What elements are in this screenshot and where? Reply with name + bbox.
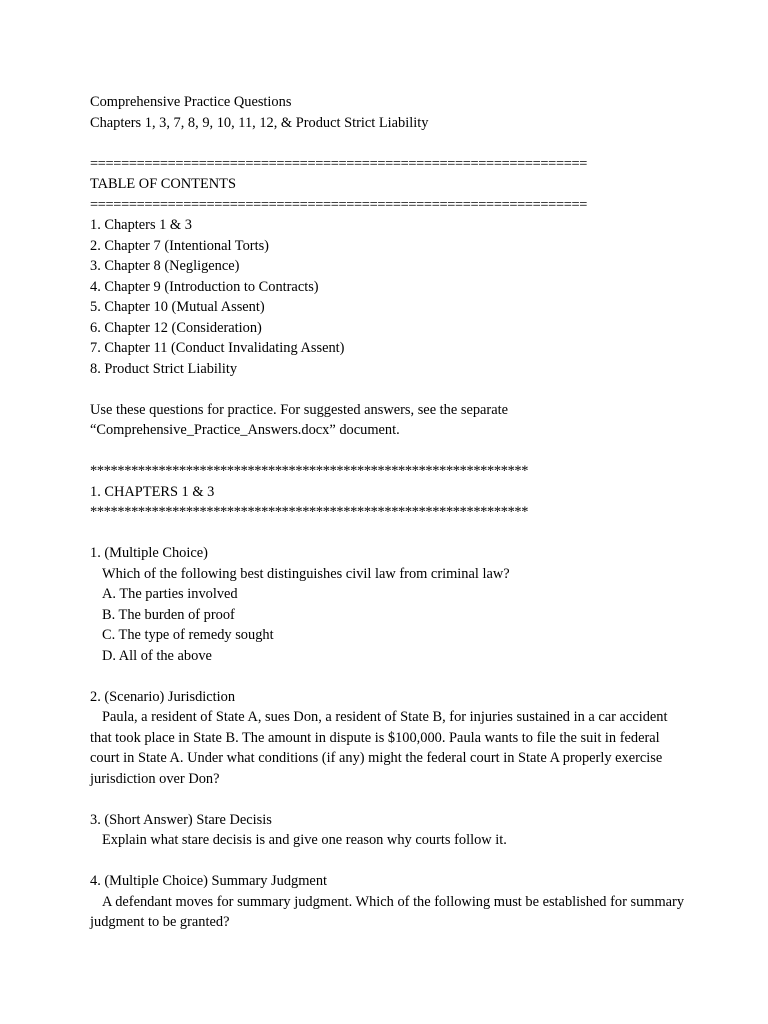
spacer — [90, 133, 690, 154]
toc-item: 7. Chapter 11 (Conduct Invalidating Assent) — [90, 340, 345, 356]
toc-heading: TABLE OF CONTENTS — [90, 176, 236, 192]
document-title: Comprehensive Practice Questions — [90, 94, 292, 110]
document-page — [90, 92, 690, 933]
document-subtitle: Chapters 1, 3, 7, 8, 9, 10, 11, 12, & Product Strict Liability — [90, 114, 429, 131]
question-title: 2. (Scenario) Jurisdiction — [90, 688, 236, 705]
spacer — [90, 523, 690, 544]
spacer — [90, 789, 690, 810]
toc-item: 4. Chapter 9 (Introduction to Contracts) — [90, 278, 319, 295]
answer-option: D. All of the above — [102, 647, 212, 664]
spacer — [90, 379, 690, 400]
section-heading: 1. CHAPTERS 1 & 3 — [90, 483, 215, 500]
question-title: 3. (Short Answer) Stare Decisis — [90, 811, 272, 828]
question-body: Paula, a resident of State A, sues Don, a resident of State B, for injuries sustained in a car accident that took place in State B. The amount in dispute is $100,000. Paula wants to file the suit in federal court in State A. Under what conditions (if any) might the federal court in State A properly exercise jurisdiction over Don? — [90, 709, 668, 787]
question-4 — [90, 871, 690, 933]
answer-option: C. The type of remedy sought — [102, 627, 274, 643]
section-rule-bottom: **************************************************************** — [90, 504, 529, 520]
toc-item: 3. Chapter 8 (Negligence) — [90, 258, 240, 274]
question-body: Explain what stare decisis is and give one reason why courts follow it. — [102, 832, 507, 848]
spacer — [90, 851, 690, 872]
question-body: A defendant moves for summary judgment. Which of the following must be established for summary judgment to be granted? — [90, 893, 685, 930]
question-title: 1. (Multiple Choice) — [90, 545, 208, 561]
question-title: 4. (Multiple Choice) Summary Judgment — [90, 873, 328, 889]
question-prompt: Which of the following best distinguishes civil law from criminal law? — [102, 565, 510, 582]
toc-item: 2. Chapter 7 (Intentional Torts) — [90, 237, 269, 254]
toc-rule-top: ================================================================ — [90, 155, 588, 172]
toc-rule-bottom: ================================================================ — [90, 196, 588, 213]
spacer — [90, 441, 690, 462]
toc-item: 5. Chapter 10 (Mutual Assent) — [90, 299, 265, 315]
answer-option: A. The parties involved — [102, 586, 238, 602]
question-1 — [90, 543, 690, 666]
intro-text-line: “Comprehensive_Practice_Answers.docx” document. — [90, 422, 400, 438]
toc-list — [90, 215, 690, 379]
toc-item: 6. Chapter 12 (Consideration) — [90, 319, 262, 336]
section-rule-top: **************************************************************** — [90, 463, 529, 479]
question-2 — [90, 687, 690, 790]
spacer — [90, 666, 690, 687]
answer-option: B. The burden of proof — [102, 606, 235, 623]
question-3 — [90, 810, 690, 851]
toc-item: 1. Chapters 1 & 3 — [90, 217, 192, 233]
intro-text-line: Use these questions for practice. For suggested answers, see the separate — [90, 401, 508, 418]
toc-item: 8. Product Strict Liability — [90, 360, 238, 377]
